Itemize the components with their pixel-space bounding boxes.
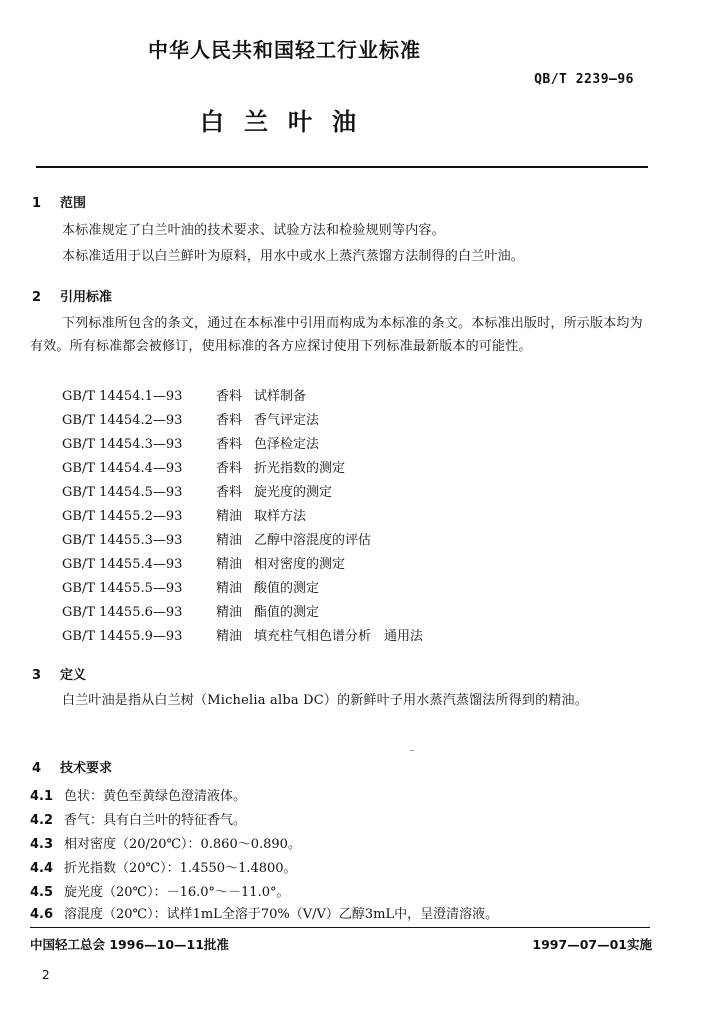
reference-row [62, 481, 332, 500]
standard-code: QB/T 2239—96 [534, 72, 634, 87]
reference-code: GB/T 14455.5—93 [62, 581, 183, 596]
section-1-line-1: 本标准规定了白兰叶油的技术要求、试验方法和检验规则等内容。 [62, 223, 445, 238]
reference-row [62, 433, 319, 452]
reference-code: GB/T 14455.6—93 [62, 605, 183, 620]
reference-category: 精油 [216, 605, 243, 620]
requirement-item [30, 809, 246, 828]
reference-name: 色泽检定法 [254, 437, 320, 452]
section-number: 2 [32, 290, 42, 305]
requirement-item [30, 881, 289, 900]
requirement-item [30, 785, 246, 804]
reference-row [62, 529, 371, 548]
reference-row [62, 385, 306, 404]
reference-row [62, 577, 319, 596]
section-4-heading [32, 757, 112, 776]
section-3-heading [32, 664, 86, 683]
requirement-text: 色状：黄色至黄绿色澄清液体。 [64, 789, 247, 804]
section-title: 范围 [60, 196, 87, 211]
requirement-text: 旋光度（20℃）：－16.0°～－11.0°。 [64, 885, 290, 900]
reference-category: 香料 [216, 437, 243, 452]
reference-category: 香料 [216, 461, 243, 476]
reference-name: 填充柱气相色谱分析 通用法 [254, 629, 424, 644]
requirement-item [30, 833, 301, 852]
requirement-number: 4.5 [30, 885, 54, 900]
requirement-text: 溶混度（20℃）：试样1mL全溶于70%（V/V）乙醇3mL中，呈澄清溶液。 [64, 907, 499, 922]
section-title: 定义 [60, 668, 87, 683]
reference-name: 乙醇中溶混度的评估 [254, 533, 372, 548]
section-number: 1 [32, 196, 42, 211]
requirement-number: 4.6 [30, 907, 54, 922]
section-title: 技术要求 [60, 761, 113, 776]
reference-category: 精油 [216, 533, 243, 548]
reference-code: GB/T 14455.2—93 [62, 509, 183, 524]
reference-row [62, 601, 319, 620]
requirement-text: 香气：具有白兰叶的特征香气。 [64, 813, 247, 828]
section-title: 引用标准 [60, 290, 113, 305]
section-3-definition: 白兰叶油是指从白兰树（Michelia alba DC）的新鲜叶子用水蒸汽蒸馏法所得到的精油。 [62, 693, 588, 708]
reference-row [62, 409, 319, 428]
reference-row [62, 625, 423, 644]
reference-name: 酸值的测定 [254, 581, 320, 596]
reference-code: GB/T 14454.2—93 [62, 413, 183, 428]
requirement-number: 4.2 [30, 813, 54, 828]
section-1-line-2: 本标准适用于以白兰鲜叶为原料，用水中或水上蒸汽蒸馏方法制得的白兰叶油。 [62, 249, 525, 264]
reference-category: 精油 [216, 557, 243, 572]
title-divider [36, 166, 648, 168]
implementation-date: 1997—07—01实施 [532, 937, 652, 952]
reference-row [62, 457, 345, 476]
page-number: 2 [42, 968, 50, 982]
requirement-text: 折光指数（20℃）：1.4550～1.4800。 [64, 861, 297, 876]
standard-category-title: 中华人民共和国轻工行业标准 [148, 38, 421, 62]
reference-name: 香气评定法 [254, 413, 320, 428]
reference-category: 精油 [216, 581, 243, 596]
section-2-intro: 下列标准所包含的条文，通过在本标准中引用而构成为本标准的条文。本标准出版时，所示版本均为有效。所有标准都会被修订，使用标准的各方应探讨使用下列标准最新版本的可能性。 [30, 316, 643, 354]
reference-category: 精油 [216, 629, 243, 644]
section-number: 3 [32, 668, 42, 683]
reference-category: 精油 [216, 509, 243, 524]
approval-line: 中国轻工总会 1996—10—11批准 [30, 937, 229, 952]
reference-name: 酯值的测定 [254, 605, 320, 620]
reference-name: 旋光度的测定 [254, 485, 333, 500]
reference-category: 香料 [216, 389, 243, 404]
section-2-heading [32, 286, 112, 305]
reference-code: GB/T 14455.3—93 [62, 533, 183, 548]
section-1-heading [32, 192, 86, 211]
reference-name: 取样方法 [254, 509, 307, 524]
reference-code: GB/T 14454.4—93 [62, 461, 183, 476]
requirement-item [30, 903, 498, 922]
reference-row [62, 553, 345, 572]
reference-category: 香料 [216, 485, 243, 500]
requirement-number: 4.4 [30, 861, 54, 876]
reference-name: 折光指数的测定 [254, 461, 346, 476]
reference-row [62, 505, 306, 524]
requirement-item [30, 857, 297, 876]
reference-category: 香料 [216, 413, 243, 428]
section-number: 4 [32, 761, 42, 776]
reference-name: 试样制备 [254, 389, 307, 404]
requirement-number: 4.1 [30, 789, 54, 804]
footer-divider [30, 927, 650, 928]
reference-code: GB/T 14454.1—93 [62, 389, 183, 404]
requirement-number: 4.3 [30, 837, 54, 852]
reference-name: 相对密度的测定 [254, 557, 346, 572]
reference-code: GB/T 14454.5—93 [62, 485, 183, 500]
reference-code: GB/T 14454.3—93 [62, 437, 183, 452]
requirement-text: 相对密度（20/20℃）：0.860～0.890。 [64, 837, 301, 852]
reference-code: GB/T 14455.9—93 [62, 629, 183, 644]
reference-code: GB/T 14455.4—93 [62, 557, 183, 572]
divider-mark [410, 750, 414, 751]
document-title: 白兰叶油 [200, 108, 376, 136]
